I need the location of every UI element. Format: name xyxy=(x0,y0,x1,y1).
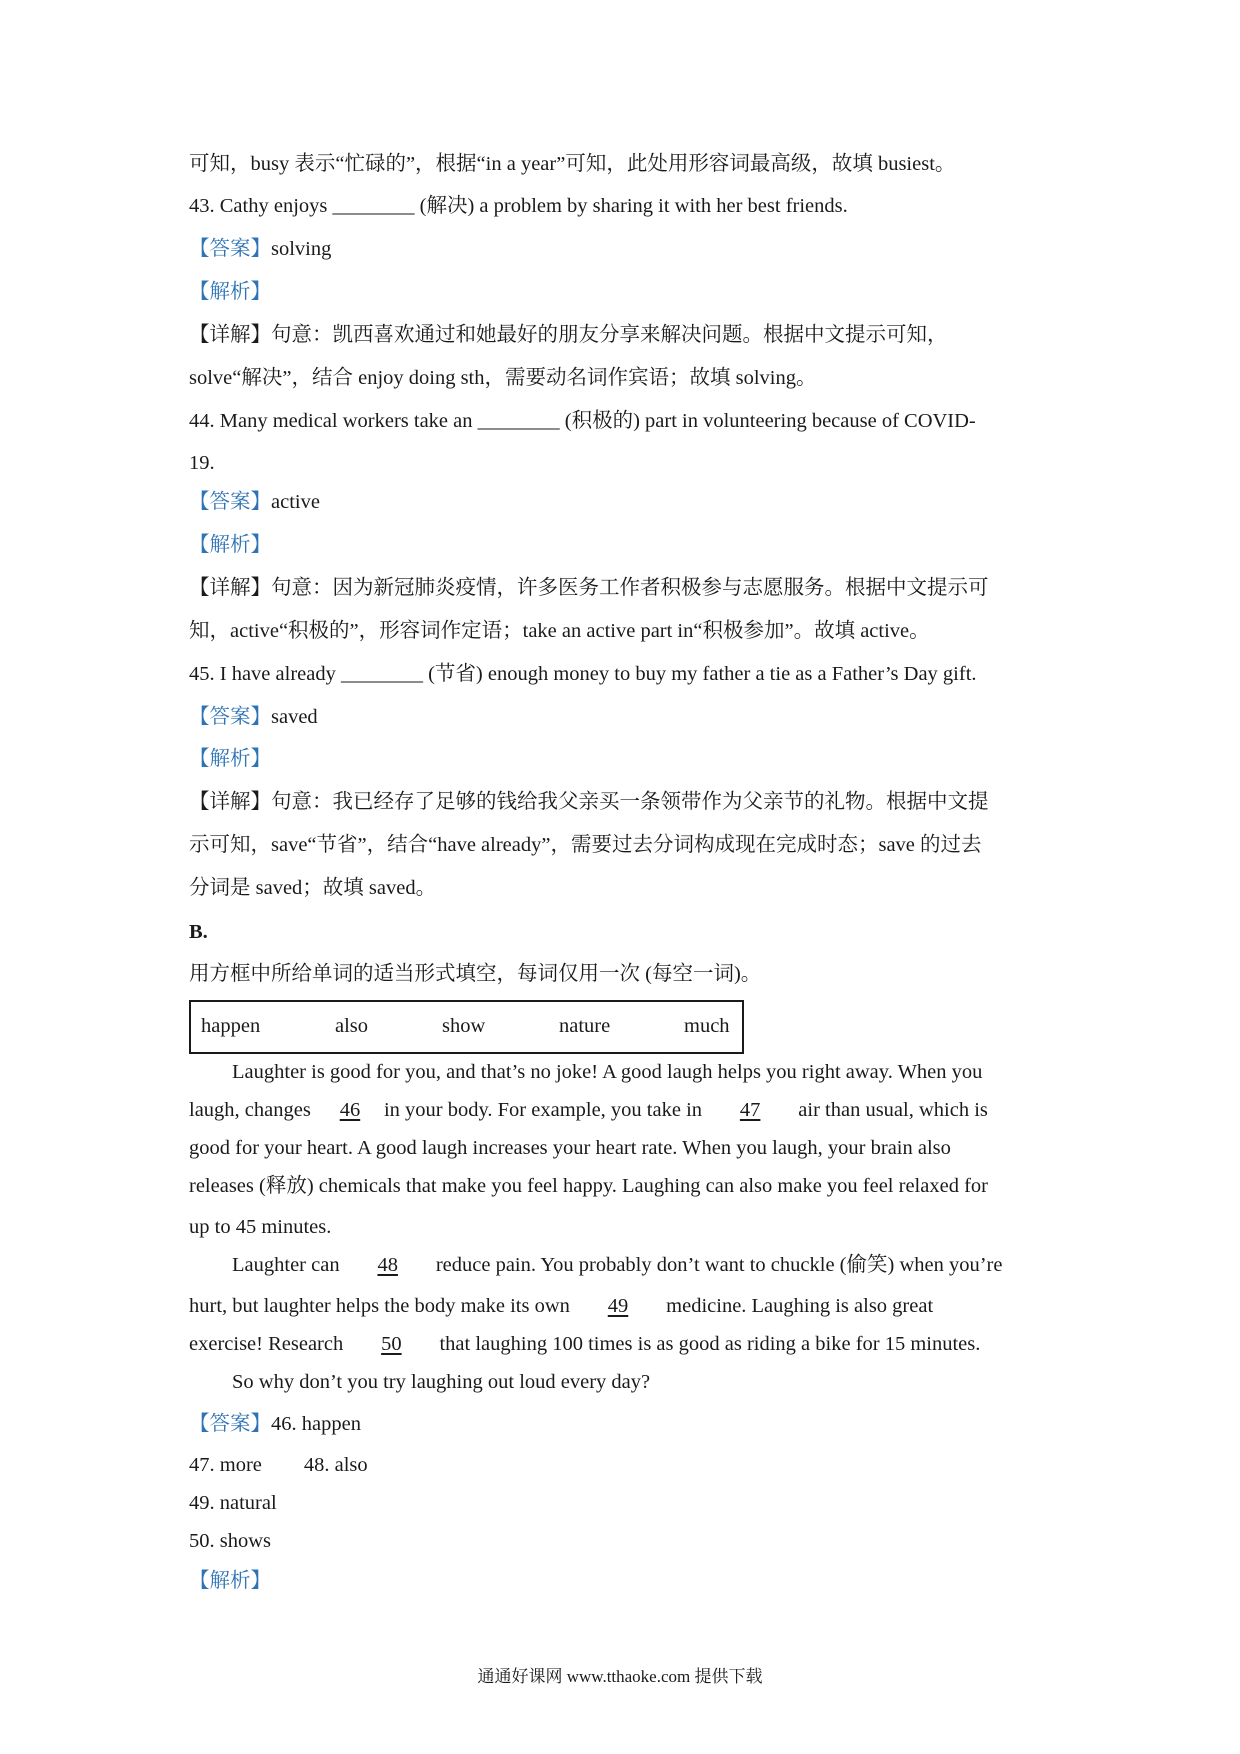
question-44-cont: 19. xyxy=(189,452,215,474)
text-line: 可知，busy 表示“忙碌的”，根据“in a year”可知，此处用形容词最高级，故填 busiest。 xyxy=(189,153,956,175)
answer-label: 【答案】 xyxy=(189,1413,271,1435)
passage-line: exercise! Research 50 that laughing 100 times is as good as riding a bike for 15 minutes. xyxy=(189,1330,980,1358)
passage-line: Laughter can 48 reduce pain. You probably don’t want to chuckle (偷笑) when you’re xyxy=(232,1251,1002,1279)
detail-43-line-1: 【详解】句意：凯西喜欢通过和她最好的朋友分享来解决问题。根据中文提示可知， xyxy=(189,324,948,346)
section-heading: B. xyxy=(189,921,208,943)
answer-47: 47. more xyxy=(189,1454,262,1476)
word-box xyxy=(189,1000,744,1054)
answer-46: 46. happen xyxy=(271,1413,361,1435)
passage-line: Laughter is good for you, and that’s no joke! A good laugh helps you right away. When you xyxy=(232,1061,983,1083)
answers-line xyxy=(189,1451,368,1479)
analysis-label: 【解析】 xyxy=(189,748,271,770)
passage-line: up to 45 minutes. xyxy=(189,1216,332,1238)
word-box-item: much xyxy=(684,1015,730,1037)
detail-43-line-2: solve“解决”，结合 enjoy doing sth，需要动名词作宾语；故填 solving。 xyxy=(189,367,817,389)
word-box-item: show xyxy=(442,1015,486,1037)
blank-47: 47 xyxy=(739,1099,761,1121)
footer-text: 通通好课网 www.tthaoke.com 提供下载 xyxy=(477,1667,763,1686)
analysis-label: 【解析】 xyxy=(189,1570,271,1592)
answer-label: 【答案】 xyxy=(189,491,271,513)
answer-label: 【答案】 xyxy=(189,706,271,728)
passage-line: So why don’t you try laughing out loud every day? xyxy=(232,1371,651,1393)
detail-45-line-2: 示可知，save“节省”，结合“have already”，需要过去分词构成现在完成时态；save 的过去 xyxy=(189,834,982,856)
blank-49: 49 xyxy=(607,1295,629,1317)
analysis-label: 【解析】 xyxy=(189,534,271,556)
passage-line: good for your heart. A good laugh increases your heart rate. When you laugh, your brain also xyxy=(189,1137,951,1159)
answer-44: 【答案】active xyxy=(189,491,320,513)
answer-45: 【答案】saved xyxy=(189,706,318,728)
answer-label: 【答案】 xyxy=(189,238,271,260)
instructions: 用方框中所给单词的适当形式填空，每词仅用一次 (每空一词)。 xyxy=(189,963,762,985)
question-43: 43. Cathy enjoys ________ (解决) a problem by sharing it with her best friends. xyxy=(189,195,848,217)
blank-46: 46 xyxy=(339,1099,361,1121)
detail-45-line-3: 分词是 saved；故填 saved。 xyxy=(189,877,437,899)
detail-44-line-2: 知，active“积极的”，形容词作定语；take an active part in“积极参加”。故填 active。 xyxy=(189,620,930,642)
analysis-label: 【解析】 xyxy=(189,281,271,303)
detail-44-line-1: 【详解】句意：因为新冠肺炎疫情，许多医务工作者积极参与志愿服务。根据中文提示可 xyxy=(189,577,989,599)
blank-48: 48 xyxy=(377,1254,398,1276)
blank-50: 50 xyxy=(381,1333,402,1355)
question-44: 44. Many medical workers take an ________ (积极的) part in volunteering because of COVID- xyxy=(189,410,976,432)
detail-45-line-1: 【详解】句意：我已经存了足够的钱给我父亲买一条领带作为父亲节的礼物。根据中文提 xyxy=(189,791,989,813)
question-45: 45. I have already ________ (节省) enough money to buy my father a tie as a Father’s Day gift. xyxy=(189,663,977,685)
word-box-item: nature xyxy=(559,1015,611,1037)
answer-48: 48. also xyxy=(303,1454,368,1476)
passage-line: hurt, but laughter helps the body make its own 49 medicine. Laughing is also great xyxy=(189,1292,933,1320)
passage-line: releases (释放) chemicals that make you feel happy. Laughing can also make you feel relaxed for xyxy=(189,1175,988,1197)
word-box-item: happen xyxy=(201,1015,261,1037)
answer-49: 49. natural xyxy=(189,1492,277,1514)
word-box-item: also xyxy=(335,1015,369,1037)
answer-43: 【答案】solving xyxy=(189,238,332,260)
answers-line xyxy=(189,1410,361,1438)
answer-50: 50. shows xyxy=(189,1530,272,1552)
passage-line: laugh, changes 46 in your body. For example, you take in 47 air than usual, which is xyxy=(189,1096,988,1124)
